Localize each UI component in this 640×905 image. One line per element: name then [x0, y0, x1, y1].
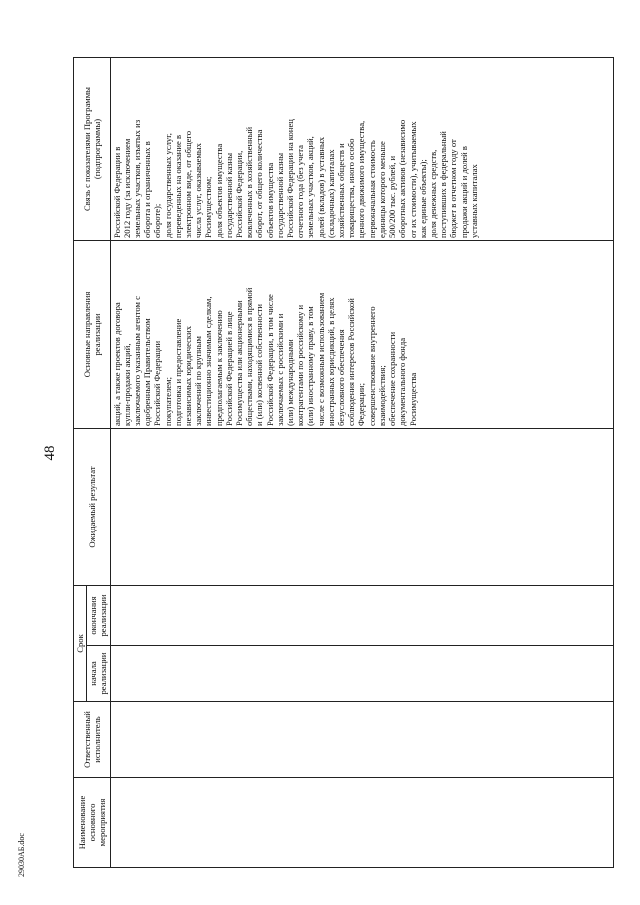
header-term-start: начала реализации [87, 646, 110, 702]
header-main-directions: Основные направления реализации [74, 240, 111, 428]
header-term-end: окончания реализации [87, 585, 110, 645]
cell-measure-name [110, 778, 613, 868]
cell-term-end [110, 585, 613, 645]
document-sheet [73, 58, 633, 868]
header-expected-result: Ожидаемый результат [74, 428, 111, 585]
header-executor: Ответственный исполнитель [74, 702, 111, 778]
header-program-link: Связь с показателями Программы (подпрограммы) [74, 57, 111, 240]
document-code: 29030АБ.doc [17, 833, 26, 877]
cell-term-start [110, 646, 613, 702]
table-row [110, 57, 613, 867]
cell-expected-result [110, 428, 613, 585]
cell-program-link: Российской Федерации в 2012 году (за исключением земельных участков, изъятых из оборота и ограниченных в обороте); доля государственных услуг, переведенных на оказание в электронном виде, от общего числа услуг, оказываемых Росимуществом; доля объектов имущества государственной казны Российской Федерации, вовлеченных в хозяйственный оборот, от общего количества объектов имущества государственной казны Российской Федерации на конец отчетного года (без учета земельных участков, акций, долей (вкладов) в уставных (складочных) капиталах хозяйственных обществ и товарищества, иного особо ценного движимого имущества, первоначальная стоимость единицы которого меньше 500/200 тыс. рублей, и оборотных активов (независимо от их стоимости), учитываемых как единые объекты); доля денежных средств, поступивших в федеральный бюджет в отчетном году от продажи акций и долей в уставных капиталах [110, 57, 613, 240]
program-measures-table [73, 57, 614, 868]
header-term: Срок [74, 585, 87, 701]
cell-executor [110, 702, 613, 778]
cell-main-directions: акций, а также проектов договора купли-продажи акций, заключаемого указанным агентом с одобренным Правительством Российской Федерации покупателем; подготовка и предоставление независимых юридических заключений по крупным инвестиционно значимым сделкам, предполагаемым к заключению Российской Федерацией в лице Росимущества или акционерными обществами, находящимися в прямой и (или) косвенной собственности Российской Федерации, в том числе заключаемых с российскими и (или) международными контрагентами по российскому и (или) иностранному праву, в том числе с возможным использованием иностранных юрисдикций, в целях безусловного обеспечения соблюдения интересов Российской Федерации; совершенствование внутреннего взаимодействия; обеспечение сохранности документального фонда Росимущества [110, 240, 613, 428]
page-number: 48 [42, 445, 58, 461]
header-measure-name: Наименование основного мероприятия [74, 778, 111, 868]
